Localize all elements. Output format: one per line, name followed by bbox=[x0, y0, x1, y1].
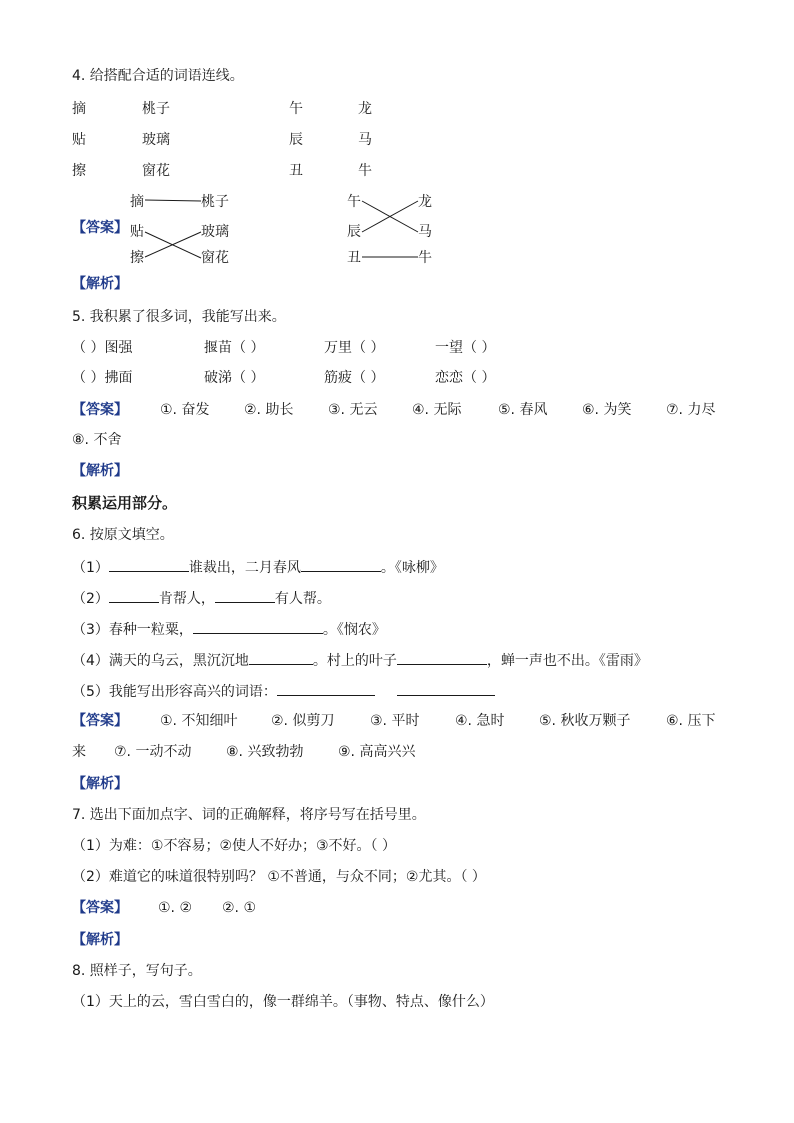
q5-idiom-6: 破涕（ ） bbox=[204, 370, 265, 386]
ans-left-noun-1: 桃子 bbox=[201, 194, 229, 210]
q6-line-3 bbox=[72, 618, 386, 640]
ans-left-verb-3: 擦 bbox=[130, 250, 144, 266]
q8-title: 8. 照样子，写句子。 bbox=[72, 963, 202, 979]
ans-right-animal-3: 牛 bbox=[418, 250, 432, 266]
q4-left-noun-3: 窗花 bbox=[142, 163, 170, 179]
ans-left-verb-2: 贴 bbox=[130, 224, 144, 240]
q4-answer-lines bbox=[0, 0, 794, 300]
q5-answer-1: ①. 奋发 bbox=[160, 402, 210, 418]
ans-left-noun-3: 窗花 bbox=[201, 250, 229, 266]
fill-blank[interactable] bbox=[215, 587, 275, 603]
fill-blank[interactable] bbox=[193, 618, 323, 634]
q5-title: 5. 我积累了很多词，我能写出来。 bbox=[72, 309, 286, 325]
q6-line-5 bbox=[72, 680, 495, 702]
line-zhai-taozi bbox=[145, 200, 201, 201]
q4-analysis-tag: 【解析】 bbox=[72, 276, 128, 292]
q4-left-verb-1: 摘 bbox=[72, 101, 86, 117]
q8-line-1: （1）天上的云，雪白雪白的，像一群绵羊。（事物、特点、像什么） bbox=[72, 994, 494, 1010]
q6-l4-text: （4）满天的乌云，黑沉沉地 bbox=[72, 653, 249, 669]
q6-answer-6: ⑥. 压下 bbox=[666, 713, 716, 729]
q5-idiom-1: （ ）图强 bbox=[72, 340, 133, 356]
q4-right-branch-2: 辰 bbox=[289, 132, 303, 148]
q7-line-1: （1）为难：①不容易；②使人不好办；③不好。（ ） bbox=[72, 838, 397, 854]
q6-l4-end: ，蝉一声也不出。《雷雨》 bbox=[486, 653, 648, 669]
q4-right-animal-3: 牛 bbox=[358, 163, 372, 179]
ans-right-branch-3: 丑 bbox=[347, 250, 361, 266]
fill-blank[interactable] bbox=[397, 680, 495, 696]
q7-analysis-tag: 【解析】 bbox=[72, 932, 128, 948]
q4-left-noun-1: 桃子 bbox=[142, 101, 170, 117]
q6-l2-text: 肯帮人， bbox=[158, 591, 215, 607]
q4-title: 4. 给搭配合适的词语连线。 bbox=[72, 68, 244, 84]
q5-answer-7: ⑦. 力尽 bbox=[666, 402, 716, 418]
section-heading: 积累运用部分。 bbox=[72, 494, 178, 512]
ans-left-verb-1: 摘 bbox=[130, 194, 144, 210]
q6-answer-6-cont: 来 bbox=[72, 744, 86, 760]
ans-right-branch-1: 午 bbox=[347, 194, 361, 210]
q6-l2-end: 有人帮。 bbox=[274, 591, 331, 607]
q5-idiom-5: （ ）拂面 bbox=[72, 370, 133, 386]
ans-right-branch-2: 辰 bbox=[347, 224, 361, 240]
q7-answer-2: ②. ① bbox=[222, 900, 257, 916]
q5-idiom-8: 恋恋（ ） bbox=[435, 370, 496, 386]
q6-l2-num: （2） bbox=[72, 591, 109, 607]
q7-answer-tag: 【答案】 bbox=[72, 900, 128, 916]
fill-blank[interactable] bbox=[109, 556, 189, 572]
q6-answer-9: ⑨. 高高兴兴 bbox=[338, 744, 416, 760]
q7-title: 7. 选出下面加点字、词的正确解释，将序号写在括号里。 bbox=[72, 807, 426, 823]
q5-analysis-tag: 【解析】 bbox=[72, 463, 128, 479]
q6-answer-2: ②. 似剪刀 bbox=[271, 713, 335, 729]
q4-right-animal-2: 马 bbox=[358, 132, 372, 148]
q6-line-1 bbox=[72, 556, 444, 578]
q5-answer-6: ⑥. 为笑 bbox=[582, 402, 632, 418]
q6-answer-tag: 【答案】 bbox=[72, 713, 128, 729]
q6-title: 6. 按原文填空。 bbox=[72, 527, 174, 543]
q6-answer-1: ①. 不知细叶 bbox=[160, 713, 238, 729]
fill-blank[interactable] bbox=[301, 556, 381, 572]
q4-answer-tag: 【答案】 bbox=[72, 220, 128, 236]
q7-answer-1: ①. ② bbox=[158, 900, 193, 916]
fill-blank[interactable] bbox=[249, 649, 313, 665]
q6-analysis-tag: 【解析】 bbox=[72, 776, 128, 792]
q6-answer-3: ③. 平时 bbox=[370, 713, 420, 729]
q4-left-verb-2: 贴 bbox=[72, 132, 86, 148]
q6-answer-4: ④. 急时 bbox=[455, 713, 505, 729]
q5-answer-tag: 【答案】 bbox=[72, 402, 128, 418]
q6-l5-text: （5）我能写出形容高兴的词语： bbox=[72, 684, 277, 700]
q5-idiom-3: 万里（ ） bbox=[324, 340, 385, 356]
q5-answer-3: ③. 无云 bbox=[328, 402, 378, 418]
q6-l3-end: 。《悯农》 bbox=[322, 622, 386, 638]
q4-right-branch-1: 午 bbox=[289, 101, 303, 117]
q6-l3-text: （3）春种一粒粟， bbox=[72, 622, 193, 638]
q6-answer-7: ⑦. 一动不动 bbox=[114, 744, 192, 760]
q5-idiom-4: 一望（ ） bbox=[435, 340, 496, 356]
q7-line-2: （2）难道它的味道很特别吗？ ①不普通，与众不同；②尤其。（ ） bbox=[72, 869, 486, 885]
fill-blank[interactable] bbox=[109, 587, 159, 603]
ans-left-noun-2: 玻璃 bbox=[201, 224, 229, 240]
q4-right-branch-3: 丑 bbox=[289, 163, 303, 179]
q6-answer-8: ⑧. 兴致勃勃 bbox=[226, 744, 304, 760]
q5-idiom-7: 筋疲（ ） bbox=[324, 370, 385, 386]
ans-right-animal-1: 龙 bbox=[418, 194, 432, 210]
q5-answer-2: ②. 助长 bbox=[244, 402, 294, 418]
q5-answer-8: ⑧. 不舍 bbox=[72, 432, 122, 448]
q5-answer-5: ⑤. 春风 bbox=[498, 402, 548, 418]
q5-answer-4: ④. 无际 bbox=[412, 402, 462, 418]
q6-l1-end: 。《咏柳》 bbox=[380, 560, 444, 576]
q6-line-4 bbox=[72, 649, 648, 671]
q6-l1-num: （1） bbox=[72, 560, 109, 576]
q4-right-animal-1: 龙 bbox=[358, 101, 372, 117]
q4-left-verb-3: 擦 bbox=[72, 163, 86, 179]
q6-l1-text: 谁裁出，二月春风 bbox=[188, 560, 301, 576]
ans-right-animal-2: 马 bbox=[418, 224, 432, 240]
q6-line-2 bbox=[72, 587, 331, 609]
fill-blank[interactable] bbox=[277, 680, 375, 696]
q4-left-noun-2: 玻璃 bbox=[142, 132, 170, 148]
q5-idiom-2: 揠苗（ ） bbox=[204, 340, 265, 356]
q6-answer-5: ⑤. 秋收万颗子 bbox=[539, 713, 631, 729]
q6-l4-mid: 。村上的叶子 bbox=[312, 653, 397, 669]
fill-blank[interactable] bbox=[397, 649, 487, 665]
